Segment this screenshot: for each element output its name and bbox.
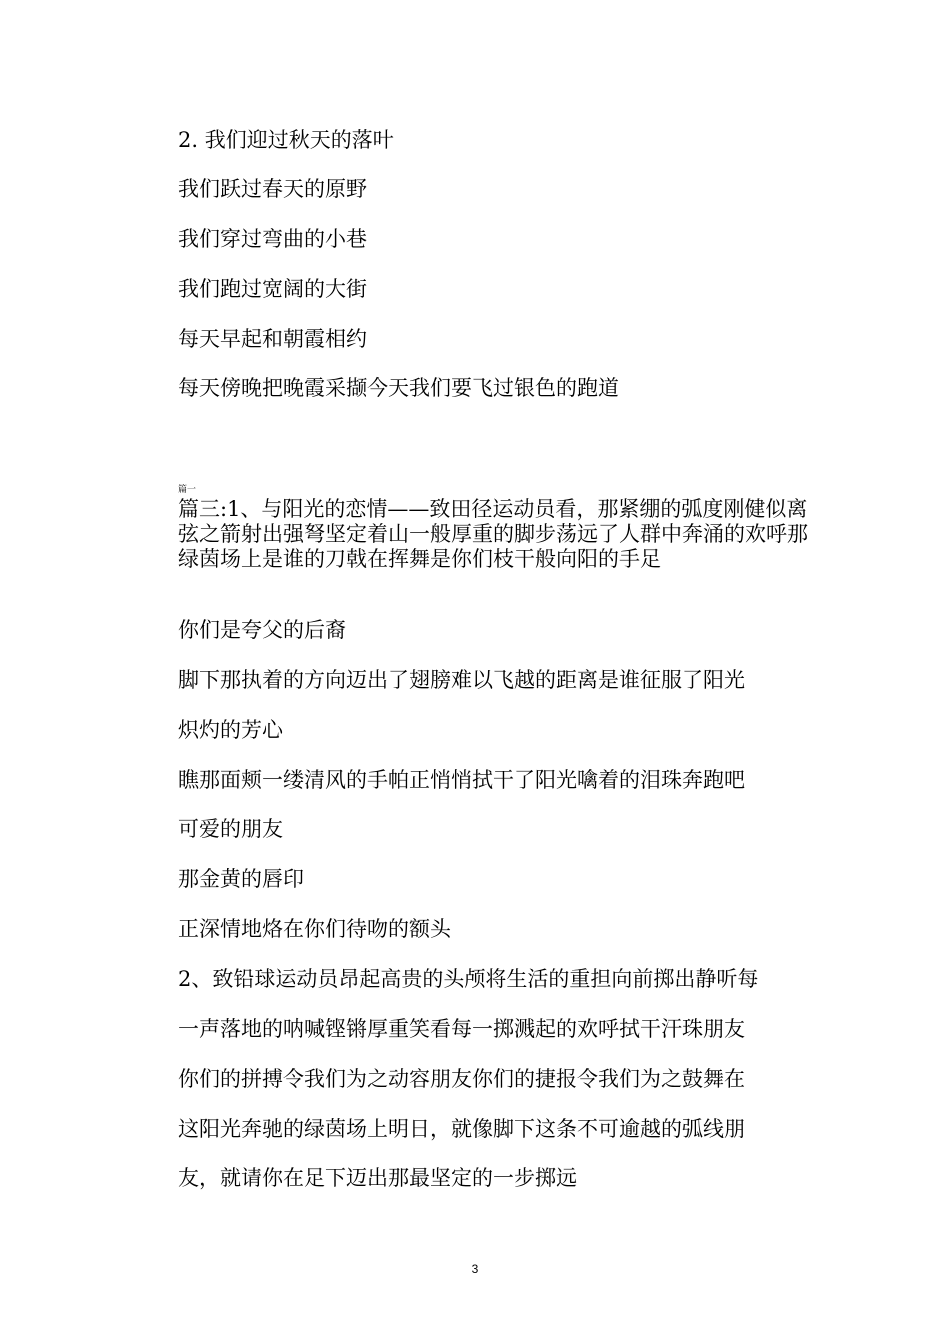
poem-line: 你们是夸父的后裔: [178, 618, 346, 642]
poem-line: 每天早起和朝霞相约: [178, 327, 367, 351]
poem-line: 我们穿过弯曲的小巷: [178, 227, 367, 251]
poem-line: 我们跃过春天的原野: [178, 177, 367, 201]
poem-line: 我们跑过宽阔的大街: [178, 277, 367, 301]
poem-line: 这阳光奔驰的绿茵场上明日，就像脚下这条不可逾越的弧线朋: [178, 1117, 745, 1141]
section-marker: 篇一: [178, 485, 197, 495]
page-number: 3: [471, 1262, 479, 1276]
poem-line: 友，就请你在足下迈出那最坚定的一步掷远: [178, 1166, 577, 1190]
poem-line: 炽灼的芳心: [178, 718, 283, 742]
poem-line: 瞧那面颊一缕清风的手帕正悄悄拭干了阳光噙着的泪珠奔跑吧: [178, 768, 745, 792]
poem-line: 那金黄的唇印: [178, 867, 304, 891]
poem-line: 脚下那执着的方向迈出了翅膀难以飞越的距离是谁征服了阳光: [178, 668, 745, 692]
poem-line: 你们的拼搏令我们为之动容朋友你们的捷报令我们为之鼓舞在: [178, 1067, 745, 1091]
poem-line: 2、致铅球运动员昂起高贵的头颅将生活的重担向前掷出静听每: [178, 967, 759, 991]
poem-line: 可爱的朋友: [178, 817, 283, 841]
section-three-paragraph: 篇三:1、与阳光的恋情——致田径运动员看，那紧绷的弧度刚健似离弦之箭射出强弩坚定着山一般厚重的脚步荡远了人群中奔涌的欢呼那绿茵场上是谁的刀戟在挥舞是你们枝干般向阳的手足: [178, 497, 808, 571]
poem-line: 每天傍晚把晚霞采撷今天我们要飞过银色的跑道: [178, 376, 619, 400]
poem-line: 2. 我们迎过秋天的落叶: [178, 128, 394, 152]
poem-line: 一声落地的呐喊铿锵厚重笑看每一掷溅起的欢呼拭干汗珠朋友: [178, 1017, 745, 1041]
poem-line: 正深情地烙在你们待吻的额头: [178, 917, 451, 941]
